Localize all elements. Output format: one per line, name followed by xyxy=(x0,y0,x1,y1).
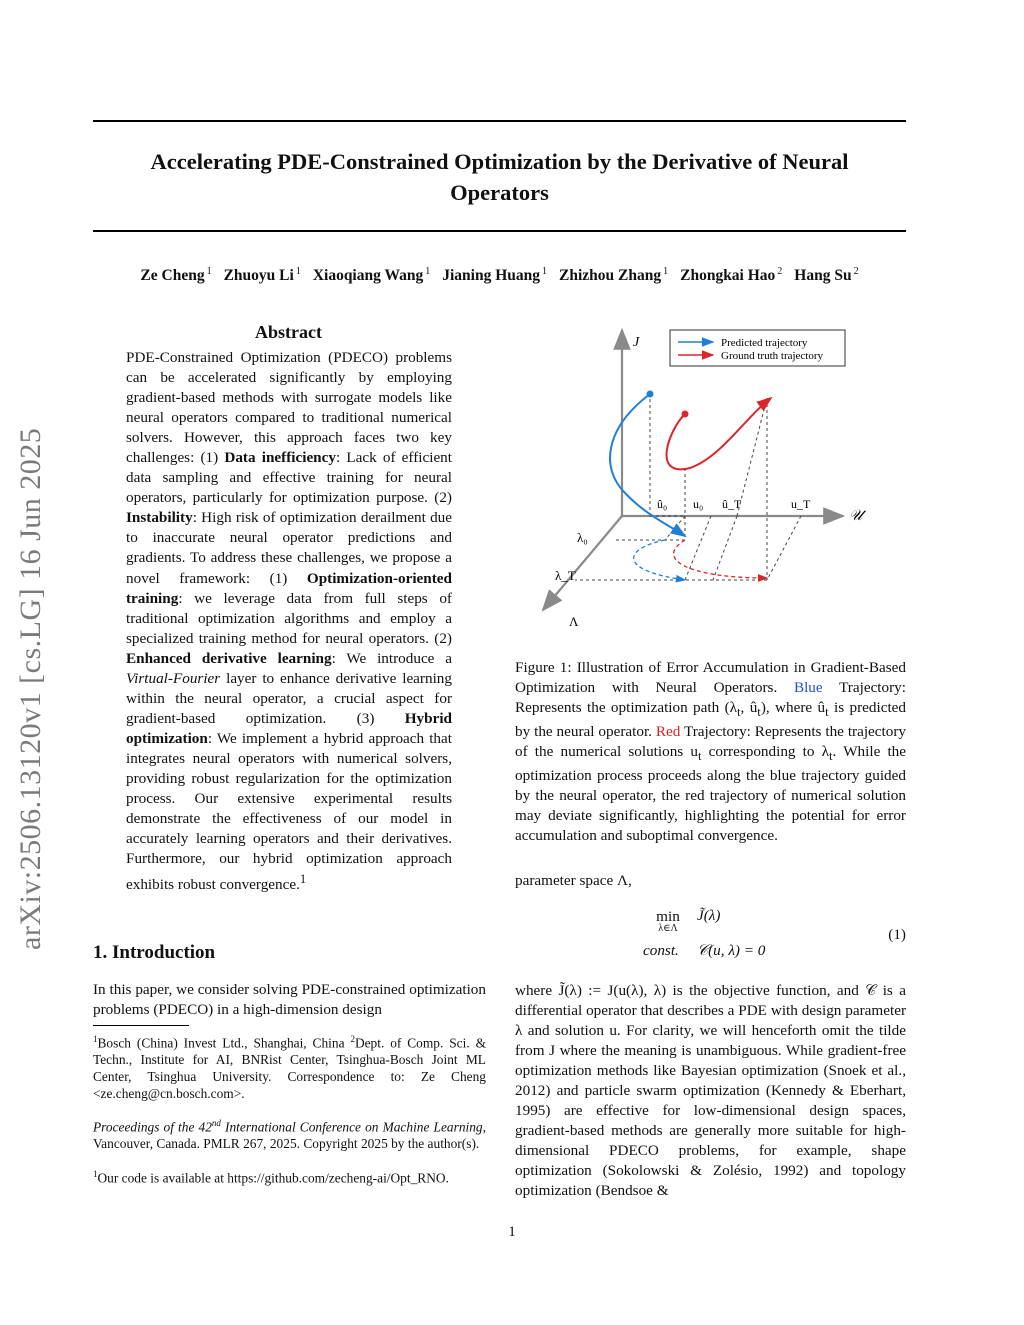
author-entry xyxy=(794,267,858,284)
author-entry xyxy=(313,267,430,284)
parameter-space-text: parameter space Λ, xyxy=(515,872,632,889)
figure-caption: Figure 1: Illustration of Error Accumulation in Gradient-Based Optimization with Neural Operators. Blue Trajectory: Represents the optimization path ($\lambda_t$, $û_t$), where $û_t$ is predicted by the neural operator. Red Trajectory: Represents the trajectory of the numerical solutions $u_t$ corresponding to $\lambda_t$. While the optimization process proceeds along the blue trajectory guided by the neural operator, the red trajectory of numerical solution may deviate significantly, highlighting the potential for error accumulation and suboptimal convergence. xyxy=(515,659,907,845)
u-hat0-label: û₀ xyxy=(657,497,668,511)
section-heading-introduction: 1. Introduction xyxy=(93,942,216,963)
axis-lambda-label: Λ xyxy=(569,614,579,629)
author-name: Ze Cheng xyxy=(140,267,205,285)
eq-number: (1) xyxy=(888,926,906,943)
author-name: Hang Su xyxy=(794,267,852,285)
author-affiliation-mark: 1 xyxy=(542,266,548,277)
lambda0-label: λ₀ xyxy=(577,530,588,545)
eq-objective: J̃(λ) xyxy=(697,907,721,924)
legend-ground-truth-label: Ground truth trajectory xyxy=(721,350,824,362)
abstract-text: PDE-Constrained Optimization (PDECO) problems can be accelerated significantly by employing gradient-based methods with surrogate models like neural operators compared to traditional numerical solvers. However, this approach faces two key challenges: (1) Data inefficiency: Lack of efficient data sampling and effective training for neural operators, particularly for optimization purpose. (2) Instability: High risk of optimization derailment due to inaccurate neural operator predictions and gradients. To address these challenges, we propose a novel framework: (1) Optimization-oriented training: we leverage data from full steps of traditional optimization algorithms and employ a specialized training method for neural operators. (2) Enhanced derivative learning: We introduce a Virtual-Fourier layer to enhance derivative learning within the neural operator, a crucial aspect for gradient-based optimization. (3) Hybrid optimization: We implement a hybrid approach that integrates neural operators with numerical solvers, providing robust regularization for the optimization process. Our extensive experimental results demonstrate the effectiveness of our model in accurately learning operators and their derivatives. Furthermore, our hybrid optimization approach exhibits robust convergence.$^1$ xyxy=(126,349,453,894)
author-entry xyxy=(442,267,547,284)
u-hatT-label: û_T xyxy=(722,497,742,511)
author-affiliation-mark: 1 xyxy=(206,266,212,277)
author-entry xyxy=(224,267,301,284)
affiliation-footnote: $^1$Bosch (China) Invest Ltd., Shanghai, China $^2$Dept. of Comp. Sci. & Techn., Institute for AI, BNRist Center, Tsinghua-Bosch Joint ML Center, Tsinghua University. Correspondence to: Ze Cheng <ze.cheng@cn.bosch.com>. xyxy=(93,1034,487,1102)
body-text-right: where J̃(λ) := J(u(λ), λ) is the objective function, and 𝒞 is a differential operator that describes a PDE with design parameter λ and solution u. For clarity, we will henceforth omit the tilde from J where the meaning is unambiguous. While gradient-free optimization methods like Bayesian optimization (Snoek et al., 2012) and particle swarm optimization (Kennedy & Eberhart, 1995) are effective for low-dimensional design spaces, gradient-based methods are generally more suitable for high-dimensional PDECO problems, for example, shape optimization (Sokolowski & Zolésio, 1992) and topology optimization (Bendsoe & xyxy=(515,982,906,1200)
author-list xyxy=(93,266,906,285)
proceedings-note: Proceedings of the 42nd International Conference on Machine Learning, Vancouver, Canada. PMLR 267, 2025. Copyright 2025 by the author(s). xyxy=(93,1118,486,1152)
equation-1 xyxy=(515,905,906,965)
page-number: 1 xyxy=(508,1224,516,1240)
lambdaT-label: λ_T xyxy=(555,568,576,583)
paper-title: Accelerating PDE-Constrained Optimization by the Derivative of Neural Operators xyxy=(150,149,849,205)
author-name: Xiaoqiang Wang xyxy=(312,267,424,285)
arxiv-stamp: arXiv:2506.13120v1 [cs.LG] 16 Jun 2025 xyxy=(14,427,47,950)
author-affiliation-mark: 2 xyxy=(777,266,783,277)
figure-error-accumulation xyxy=(515,318,906,638)
u0-label: u₀ xyxy=(693,497,704,511)
eq-const-label: const. xyxy=(643,942,679,959)
code-link[interactable]: Our code is available at https://github.com/zecheng-ai/Opt_RNO. xyxy=(97,1170,449,1186)
author-affiliation-mark: 1 xyxy=(425,266,431,277)
footnote-mark[interactable]: 1 xyxy=(299,872,307,887)
axis-u-label: 𝒰 xyxy=(849,508,863,524)
uT-label: u_T xyxy=(791,497,811,511)
author-name: Jianing Huang xyxy=(442,267,541,285)
abstract-heading: Abstract xyxy=(255,322,322,342)
author-entry xyxy=(680,267,782,284)
author-affiliation-mark: 1 xyxy=(663,266,669,277)
author-entry xyxy=(559,267,668,284)
ground-truth-start-point xyxy=(682,411,689,418)
eq-constraint: 𝒞(u, λ) = 0 xyxy=(697,942,766,959)
intro-text: In this paper, we consider solving PDE-constrained optimization problems (PDECO) in a high-dimension design xyxy=(93,981,486,1018)
ground-truth-trajectory xyxy=(667,398,771,469)
author-name: Zhuoyu Li xyxy=(223,267,294,285)
author-affiliation-mark: 2 xyxy=(853,266,859,277)
author-entry xyxy=(140,267,211,284)
eq-min: min xyxy=(656,908,680,925)
predicted-start-point xyxy=(647,391,654,398)
top-rule xyxy=(93,120,906,122)
eq-min-subscript: λ∈Λ xyxy=(658,923,678,934)
code-footnote: $^1$Our code is available at https://github.com/zecheng-ai/Opt_RNO. xyxy=(93,1169,449,1186)
footnote-rule xyxy=(93,1025,189,1026)
author-name: Zhongkai Hao xyxy=(680,267,776,285)
title-bottom-rule xyxy=(93,230,906,232)
author-name: Zhizhou Zhang xyxy=(559,267,662,285)
legend-predicted-label: Predicted trajectory xyxy=(721,337,808,349)
figure-legend xyxy=(670,330,845,366)
guide-lines xyxy=(575,393,801,580)
axis-j-label: J xyxy=(633,335,640,350)
author-affiliation-mark: 1 xyxy=(295,266,301,277)
